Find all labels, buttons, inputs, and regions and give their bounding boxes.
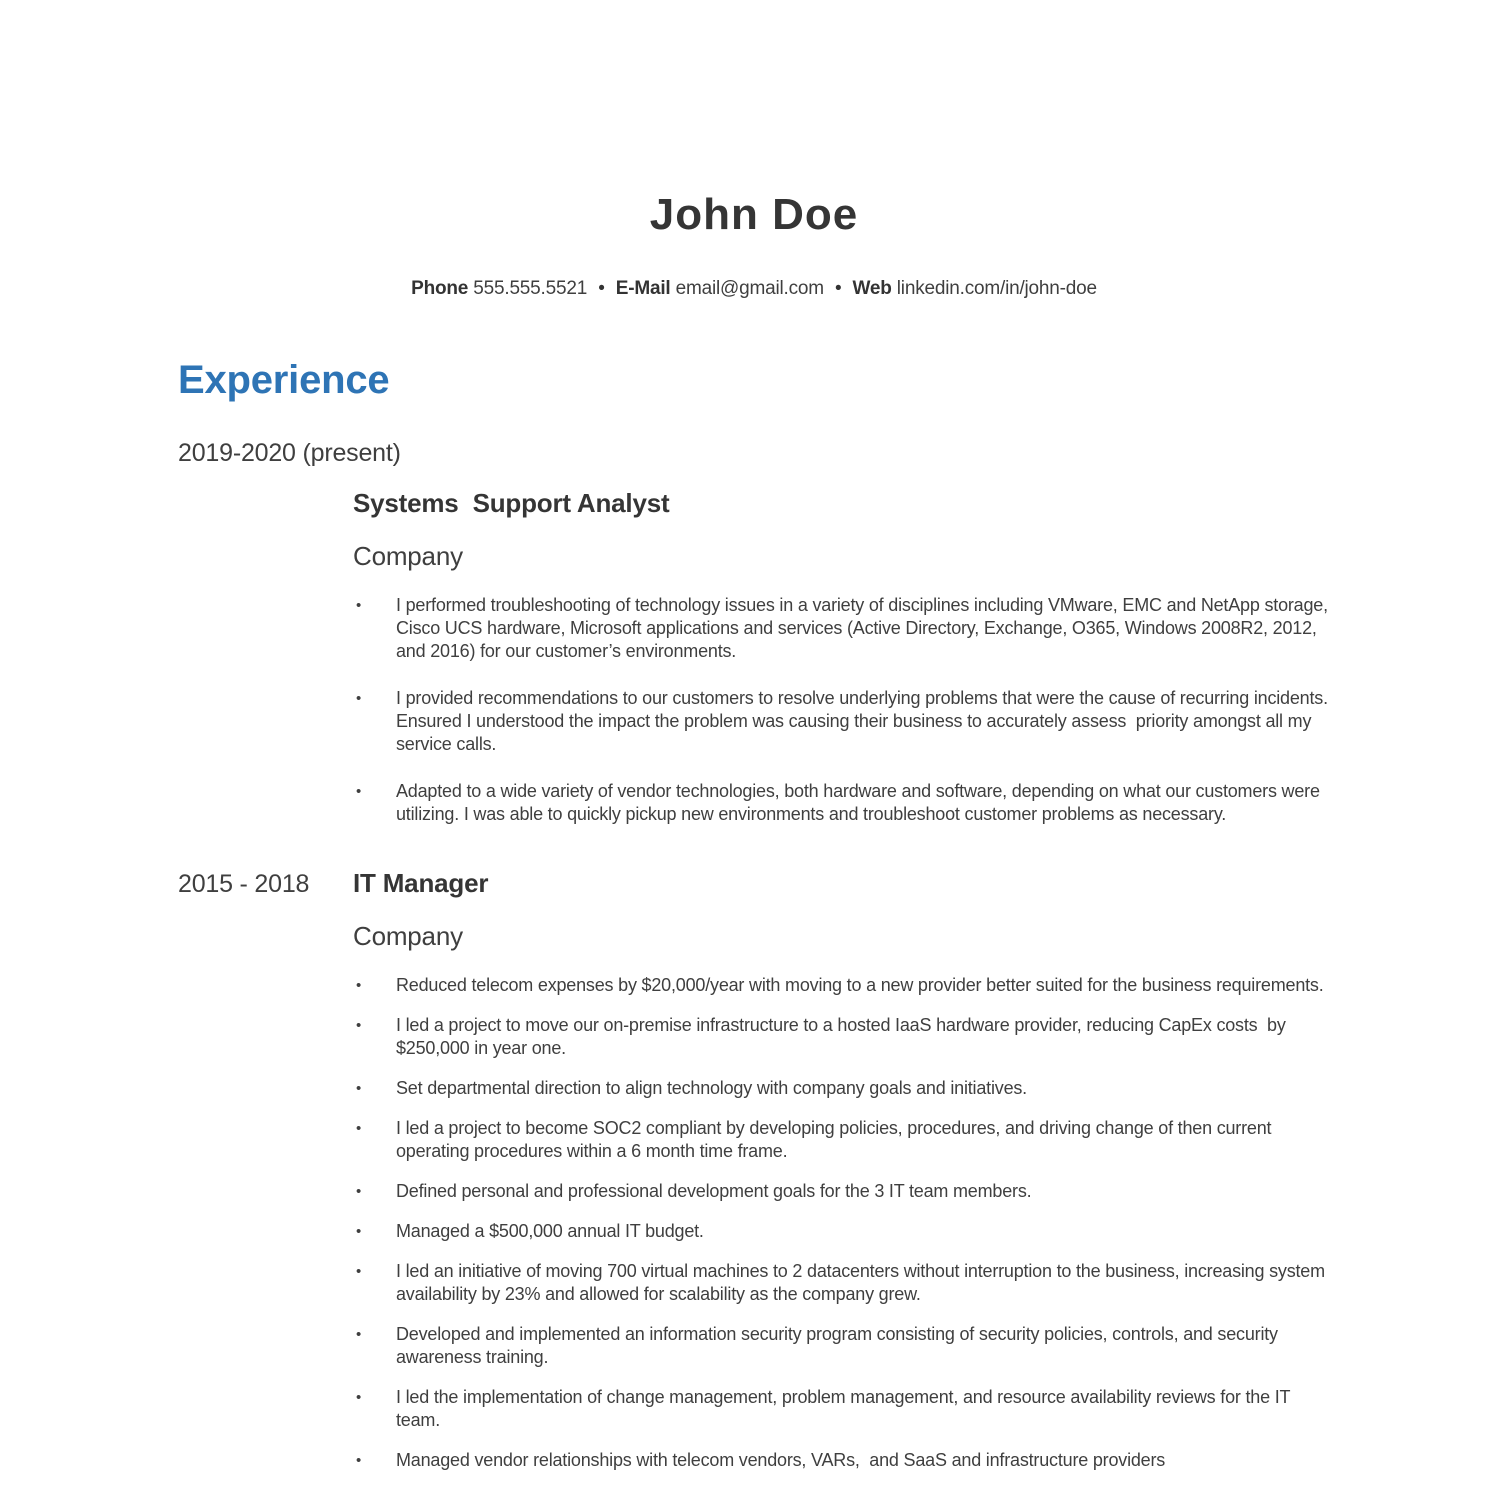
bullet-text: Defined personal and professional development goals for the 3 IT team members. — [396, 1181, 1032, 1201]
bullet-item — [353, 687, 1333, 756]
bullet-dot-icon: • — [356, 1452, 362, 1469]
bullet-item — [353, 1117, 1330, 1163]
bullet-separator: • — [598, 278, 605, 299]
bullet-item — [353, 1260, 1330, 1306]
bullet-text: Managed a $500,000 annual IT budget. — [396, 1221, 704, 1241]
experience-section-title: Experience — [178, 358, 390, 402]
bullet-text: Set departmental direction to align technology with company goals and initiatives. — [396, 1078, 1027, 1098]
bullet-dot-icon: • — [356, 1263, 362, 1280]
job-entry-systems-support-analyst — [178, 439, 1333, 826]
job-content — [353, 488, 1333, 826]
job-date: 2015 - 2018 — [178, 870, 310, 898]
bullet-dot-icon: • — [356, 1326, 362, 1343]
bullet-item — [353, 1180, 1330, 1203]
bullet-item — [353, 780, 1330, 826]
job-bullet-list — [353, 974, 1330, 1472]
bullet-dot-icon: • — [356, 1120, 362, 1137]
bullet-item — [353, 1077, 1330, 1100]
job-header-row — [178, 868, 1330, 899]
job-date: 2019-2020 (present) — [178, 439, 401, 467]
bullet-text: I led a project to move our on-premise infrastructure to a hosted IaaS hardware provider, reducing CapEx costs by $250,000 in year one. — [396, 1015, 1291, 1058]
bullet-text: Adapted to a wide variety of vendor technologies, both hardware and software, depending on what our customers were utilizing. I was able to quickly pickup new environments and troubleshoot customer problems as necessary. — [396, 781, 1325, 824]
job-company: Company — [353, 541, 463, 571]
bullet-item — [353, 974, 1330, 997]
bullet-item — [353, 1386, 1330, 1432]
bullet-text: Developed and implemented an information security program consisting of security policies, controls, and security awareness training. — [396, 1324, 1283, 1367]
bullet-dot-icon: • — [356, 597, 362, 614]
phone-value: 555.555.5521 — [473, 278, 588, 299]
resume-name: John Doe — [649, 190, 859, 239]
bullet-item — [353, 1323, 1330, 1369]
bullet-text: Managed vendor relationships with telecom vendors, VARs, and SaaS and infrastructure providers — [396, 1450, 1166, 1470]
job-entry-it-manager — [178, 868, 1330, 1472]
job-bullet-list — [353, 594, 1333, 826]
bullet-dot-icon: • — [356, 1183, 362, 1200]
phone-label: Phone — [411, 278, 469, 299]
bullet-separator: • — [834, 278, 842, 299]
bullet-dot-icon: • — [356, 1389, 362, 1406]
job-content — [353, 921, 1330, 1472]
web-value: linkedin.com/in/john-doe — [896, 278, 1097, 299]
bullet-text: I led the implementation of change management, problem management, and resource availability reviews for the IT team. — [396, 1387, 1295, 1430]
email-value: email@gmail.com — [675, 278, 824, 299]
bullet-item — [353, 1449, 1330, 1472]
bullet-item — [353, 1014, 1330, 1060]
email-label: E-Mail — [615, 278, 671, 299]
bullet-text: I provided recommendations to our customers to resolve underlying problems that were the cause of recurring incidents. Ensured I understood the impact the problem was causing their business to accurately assess priority amongst all my service calls. — [396, 688, 1333, 754]
bullet-dot-icon: • — [356, 1017, 362, 1034]
bullet-text: I performed troubleshooting of technology issues in a variety of disciplines including VMware, EMC and NetApp storage, Cisco UCS hardware, Microsoft applications and services (Active Directory, Exchange, O365, Windows 2008R2, 2012, and 2016) for our customer’s environments. — [396, 595, 1333, 661]
job-title: Systems Support Analyst — [353, 488, 670, 518]
bullet-dot-icon: • — [356, 977, 362, 994]
web-label: Web — [852, 278, 892, 299]
bullet-dot-icon: • — [356, 1080, 362, 1097]
bullet-dot-icon: • — [356, 783, 362, 800]
contact-line — [178, 278, 1330, 300]
bullet-text: I led an initiative of moving 700 virtual machines to 2 datacenters without interruption to the business, increasing system availability by 23% and allowed for scalability as the company grew. — [396, 1261, 1330, 1304]
bullet-item — [353, 594, 1333, 663]
bullet-text: I led a project to become SOC2 compliant by developing policies, procedures, and driving change of then current operating procedures within a 6 month time frame. — [396, 1118, 1277, 1161]
job-company: Company — [353, 921, 463, 951]
bullet-dot-icon: • — [356, 1223, 362, 1240]
bullet-dot-icon: • — [356, 690, 362, 707]
job-title: IT Manager — [353, 868, 489, 898]
bullet-item — [353, 1220, 1330, 1243]
bullet-text: Reduced telecom expenses by $20,000/year with moving to a new provider better suited for the business requirements. — [396, 975, 1324, 995]
